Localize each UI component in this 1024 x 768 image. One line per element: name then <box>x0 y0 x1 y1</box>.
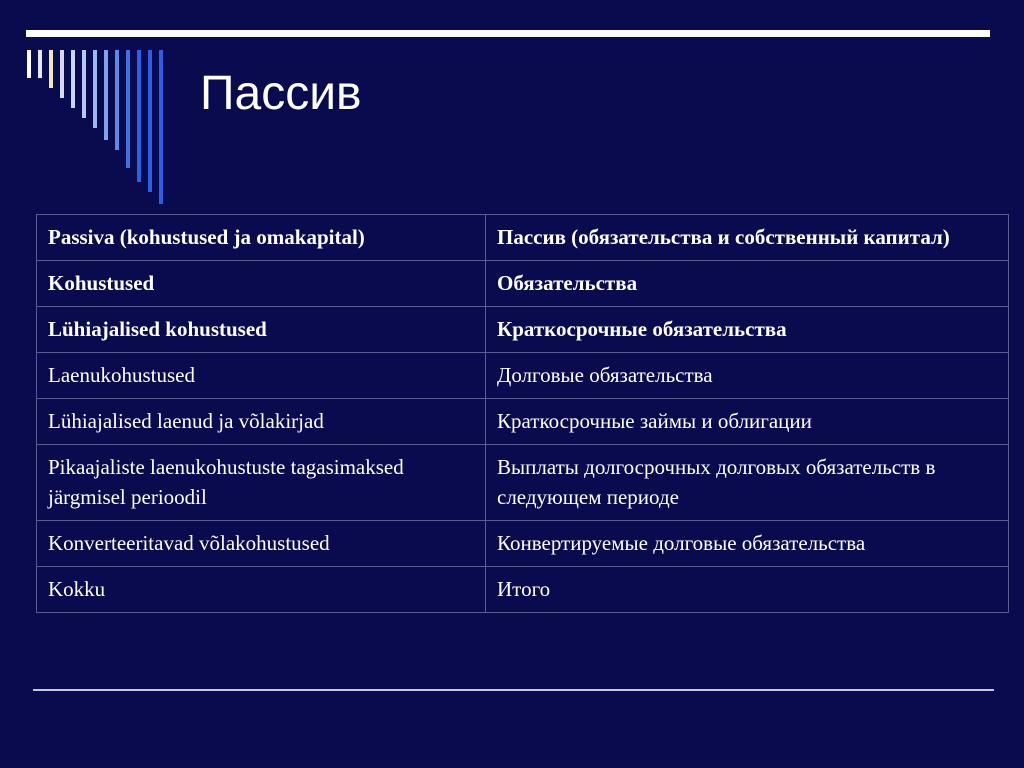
russian-term: Конвертируемые долговые обязательства <box>486 521 1009 567</box>
table-row <box>37 307 1009 353</box>
terms-table <box>36 214 964 613</box>
estonian-term: Lühiajalised laenud ja võlakirjad <box>37 399 486 445</box>
table-row <box>37 567 1009 613</box>
stripe <box>126 50 130 168</box>
stripe <box>82 50 86 118</box>
estonian-term: Kohustused <box>37 261 486 307</box>
table-row <box>37 261 1009 307</box>
stripe <box>93 50 97 128</box>
estonian-term: Pikaajaliste laenukohustuste tagasimaksed järgmisel perioodil <box>37 445 486 521</box>
stripe <box>49 50 53 88</box>
slide-title: Пассив <box>200 67 362 120</box>
table-row <box>37 399 1009 445</box>
russian-term: Краткосрочные обязательства <box>486 307 1009 353</box>
estonian-term: Laenukohustused <box>37 353 486 399</box>
bottom-rule <box>33 689 994 691</box>
stripe <box>104 50 108 140</box>
stripe <box>38 50 42 78</box>
russian-term: Итого <box>486 567 1009 613</box>
stripe <box>71 50 75 108</box>
stripe <box>137 50 141 182</box>
stripe <box>115 50 119 150</box>
table-row <box>37 215 1009 261</box>
table-row <box>37 445 1009 521</box>
russian-term: Обязательства <box>486 261 1009 307</box>
stripe <box>27 50 31 78</box>
estonian-term: Konverteeritavad võlakohustused <box>37 521 486 567</box>
estonian-term: Kokku <box>37 567 486 613</box>
russian-term: Выплаты долгосрочных долговых обязательств в следующем периоде <box>486 445 1009 521</box>
stripe <box>159 50 163 204</box>
estonian-term: Lühiajalised kohustused <box>37 307 486 353</box>
table-row <box>37 353 1009 399</box>
estonian-term: Passiva (kohustused ja omakapital) <box>37 215 486 261</box>
russian-term: Пассив (обязательства и собственный капитал) <box>486 215 1009 261</box>
decorative-stripes <box>0 0 200 220</box>
stripe <box>60 50 64 98</box>
russian-term: Краткосрочные займы и облигации <box>486 399 1009 445</box>
stripe <box>148 50 152 192</box>
table-row <box>37 521 1009 567</box>
russian-term: Долговые обязательства <box>486 353 1009 399</box>
